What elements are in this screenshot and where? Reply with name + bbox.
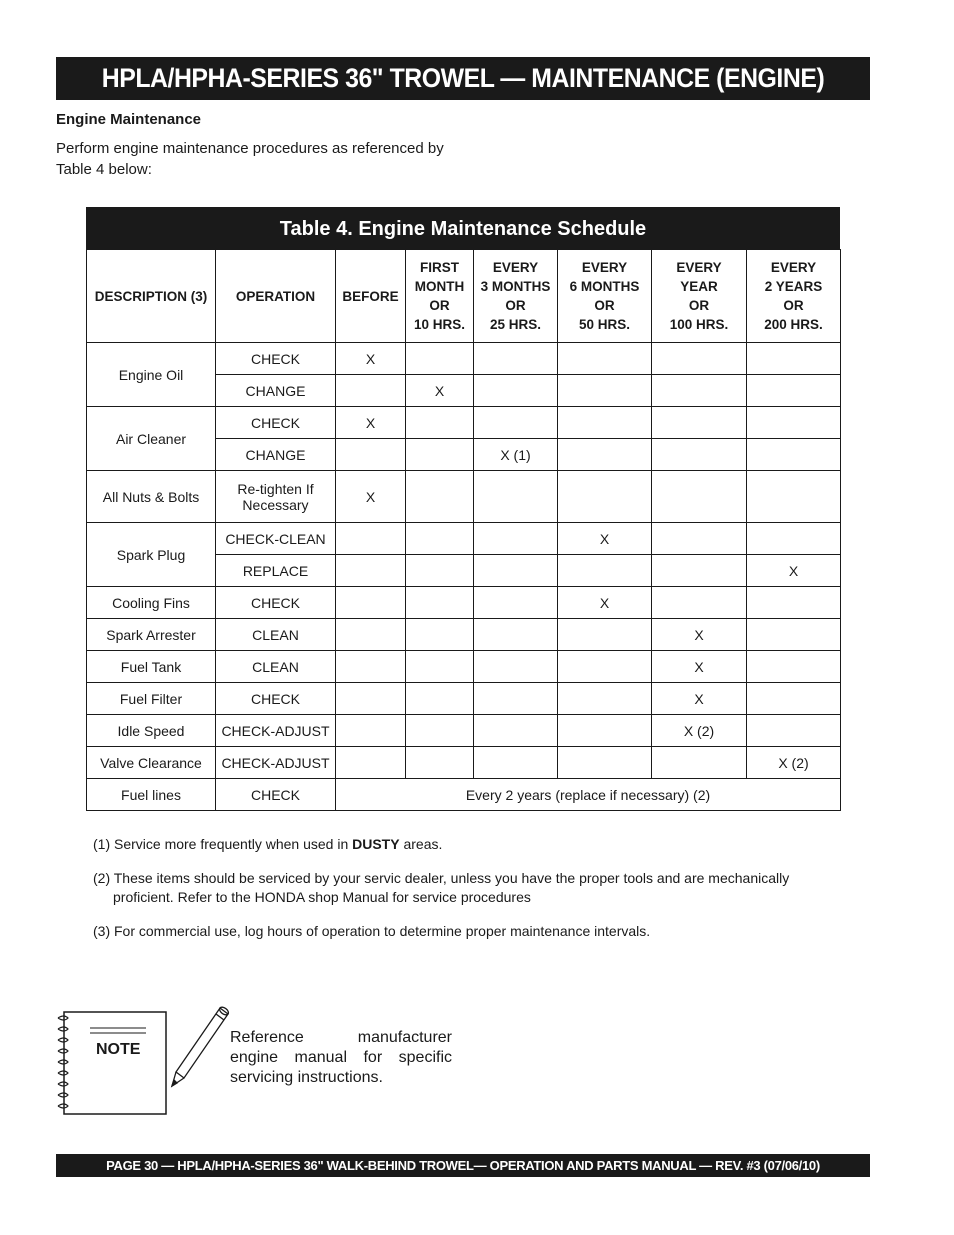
footnote-3: (3) For commercial use, log hours of operation to determine proper maintenance intervals. (93, 923, 651, 939)
header-line: MONTH (414, 279, 465, 294)
row-operation: CHECK (216, 683, 336, 715)
header-line: FIRST (420, 260, 459, 275)
header-line: 10 HRS. (413, 317, 466, 332)
note-label: NOTE (96, 1041, 141, 1058)
table-row (87, 715, 841, 747)
header-line: 50 HRS. (578, 317, 631, 332)
header-year (652, 250, 747, 343)
cell-span-note: Every 2 years (replace if necessary) (2) (336, 779, 841, 811)
note-text: Reference manufacturer engine manual for specific servicing instructions. (230, 1029, 452, 1086)
table-row (87, 779, 841, 811)
row-operation: CHECK (216, 407, 336, 439)
row-description: Spark Arrester (87, 619, 216, 651)
cell-three-months: X (1) (474, 439, 558, 471)
cell-year: X (652, 683, 747, 715)
row-description: Fuel Filter (87, 683, 216, 715)
cell-before: X (336, 471, 406, 523)
page-title: HPLA/HPHA-SERIES 36" TROWEL — MAINTENANCE (ENGINE) (101, 63, 825, 93)
header-six-months (558, 250, 652, 343)
maintenance-schedule-table (86, 249, 841, 811)
cell-six-months: X (558, 587, 652, 619)
row-description: Spark Plug (87, 523, 216, 587)
cell-year: X (652, 619, 747, 651)
table-row (87, 619, 841, 651)
cell-before: X (336, 343, 406, 375)
row-operation: CHECK (216, 587, 336, 619)
header-two-years (747, 250, 841, 343)
cell-year: X (2) (652, 715, 747, 747)
header-line: OR (594, 298, 615, 313)
row-description: Engine Oil (87, 343, 216, 407)
row-operation: CHECK-CLEAN (216, 523, 336, 555)
table-header-row (87, 250, 841, 343)
header-line: 25 HRS. (489, 317, 542, 332)
note-notebook-icon (56, 1010, 168, 1116)
pencil-icon (168, 1004, 234, 1090)
row-operation: CHECK (216, 779, 336, 811)
row-operation: CHECK-ADJUST (216, 747, 336, 779)
section-heading: Engine Maintenance (56, 111, 202, 128)
header-line: OR (688, 298, 710, 313)
header-first-month (406, 250, 474, 343)
row-description: All Nuts & Bolts (87, 471, 216, 523)
table-row (87, 471, 841, 523)
footnotes (93, 835, 813, 956)
row-description: Cooling Fins (87, 587, 216, 619)
row-operation: CLEAN (216, 619, 336, 651)
footnote-text: (1) Service more frequently when used in (93, 836, 353, 852)
header-line: EVERY (581, 260, 628, 275)
table-row (87, 587, 841, 619)
intro-line-1: Perform engine maintenance procedures as referenced by (56, 140, 444, 157)
cell-first-month: X (406, 375, 474, 407)
cell-two-years: X (747, 555, 841, 587)
page-footer: PAGE 30 — HPLA/HPHA-SERIES 36" WALK-BEHIND TROWEL— OPERATION AND PARTS MANUAL — REV. #3 (07/06/10) (56, 1154, 870, 1177)
row-operation: CHANGE (216, 375, 336, 407)
header-operation: OPERATION (216, 250, 336, 343)
header-line: EVERY (676, 260, 722, 275)
header-line: OR (783, 298, 804, 313)
header-line: OR (429, 298, 450, 313)
row-description: Fuel Tank (87, 651, 216, 683)
row-operation (216, 471, 336, 523)
footnote-1 (93, 835, 813, 854)
footnote-text: areas. (399, 836, 443, 852)
cell-two-years: X (2) (747, 747, 841, 779)
header-line: 2 YEARS (764, 279, 823, 294)
header-line: 6 MONTHS (569, 279, 640, 294)
footnote-2: (2) These items should be serviced by your servic dealer, unless you have the proper tools and are mechanically proficient. Refer to the HONDA shop Manual for service procedures (93, 870, 790, 905)
row-description: Fuel lines (87, 779, 216, 811)
intro-text (56, 138, 444, 180)
table-row (87, 343, 841, 375)
cell-year: X (652, 651, 747, 683)
table-row (87, 651, 841, 683)
cell-before: X (336, 407, 406, 439)
table-row (87, 747, 841, 779)
header-before: BEFORE (336, 250, 406, 343)
header-line: EVERY (492, 260, 539, 275)
operation-line: Necessary (242, 496, 309, 513)
notebook-icon (56, 1010, 168, 1116)
intro-line-2: Table 4 below: (56, 161, 152, 178)
row-operation: CHANGE (216, 439, 336, 471)
header-line: EVERY (770, 260, 817, 275)
row-operation: CHECK (216, 343, 336, 375)
row-description: Valve Clearance (87, 747, 216, 779)
row-description: Idle Speed (87, 715, 216, 747)
row-description: Air Cleaner (87, 407, 216, 471)
header-line: OR (505, 298, 526, 313)
table-row (87, 523, 841, 555)
header-three-months (474, 250, 558, 343)
maintenance-table (86, 207, 840, 811)
header-description: DESCRIPTION (3) (87, 250, 216, 343)
header-line: 100 HRS. (669, 317, 729, 332)
table-row (87, 683, 841, 715)
row-operation: REPLACE (216, 555, 336, 587)
row-operation: CHECK-ADJUST (216, 715, 336, 747)
operation-line: Re-tighten If (237, 480, 314, 497)
footnote-emphasis: DUSTY (352, 836, 400, 852)
cell-six-months: X (558, 523, 652, 555)
page-header (56, 57, 870, 100)
header-line: 3 MONTHS (480, 279, 551, 294)
table-row (87, 407, 841, 439)
row-operation: CLEAN (216, 651, 336, 683)
header-line: 200 HRS. (764, 317, 823, 332)
table-title: Table 4. Engine Maintenance Schedule (86, 207, 840, 249)
header-line: YEAR (680, 279, 718, 294)
